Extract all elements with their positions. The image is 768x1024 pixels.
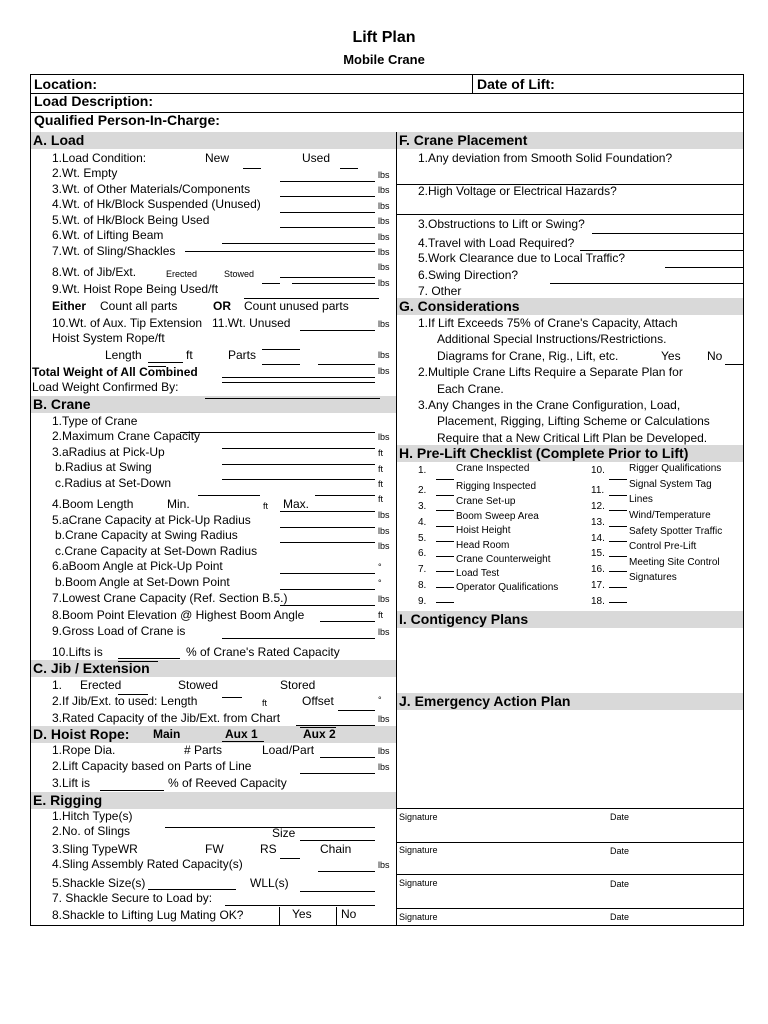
swing-direction-label: 6.Swing Direction? (418, 268, 519, 282)
checklist-blank[interactable] (436, 526, 454, 527)
checklist-item: Lines (629, 494, 653, 505)
sling-rs-option: RS (260, 842, 277, 856)
sling-capacity-field[interactable] (318, 871, 375, 872)
checklist-num: 12. (591, 501, 605, 512)
jib-stowed-option: Stowed (178, 678, 219, 692)
checklist-blank[interactable] (609, 510, 627, 511)
signature-label: Signature (399, 845, 438, 855)
checklist-blank[interactable] (609, 571, 627, 572)
checklist-num: 9. (418, 596, 427, 607)
high-voltage-label: 2.High Voltage or Electrical Hazards? (418, 184, 617, 198)
checklist-num: 18. (591, 596, 605, 607)
lbs-unit: lbs (378, 432, 390, 442)
checklist-blank[interactable] (436, 602, 454, 603)
shackle-lug-label: 8.Shackle to Lifting Lug Mating OK? (52, 908, 244, 922)
count-unused-label: Count unused parts (244, 299, 349, 313)
length-ft-label: ft (186, 348, 193, 362)
checklist-blank[interactable] (436, 571, 454, 572)
g3-line1: 3.Any Changes in the Crane Configuration, Load, (418, 398, 681, 412)
aux2-field[interactable] (300, 727, 336, 728)
jib-stored-option: Stored (280, 678, 316, 692)
radius-pickup-field[interactable] (222, 448, 375, 449)
capacity-setdown-field[interactable] (280, 542, 375, 543)
hitch-type-field[interactable] (165, 827, 375, 828)
wt-empty-label: 2.Wt. Empty (52, 166, 118, 180)
checklist-blank[interactable] (609, 556, 627, 557)
radius-setdown-field[interactable] (222, 479, 375, 480)
date-label: Date (610, 879, 630, 889)
degree-unit: ° (378, 562, 382, 572)
g1-no-blank[interactable] (725, 364, 743, 365)
wt-sling-label: 7.Wt. of Sling/Shackles (52, 244, 176, 258)
shackle-yes-option[interactable]: Yes (292, 907, 312, 921)
gross-load-field[interactable] (222, 638, 375, 639)
load-part-field[interactable] (320, 757, 375, 758)
checklist-item: Signal System Tag (629, 479, 712, 490)
lifts-is-label: 10.Lifts is (52, 645, 103, 659)
g2-line2: Each Crane. (437, 382, 504, 396)
shackle-size-label: 5.Shackle Size(s) (52, 876, 146, 890)
aux1-label: Aux 1 (225, 727, 258, 741)
section-j-title: J. Emergency Action Plan (399, 693, 571, 709)
ft-unit: ft (378, 494, 384, 504)
max-capacity-label: 2.Maximum Crane Capacity (52, 429, 201, 443)
section-i-header (397, 611, 743, 628)
degree-unit: ° (378, 695, 382, 705)
divider (336, 907, 337, 925)
wt-hoist-rope-label: 9.Wt. Hoist Rope Being Used/ft (52, 282, 219, 296)
checklist-num: 16. (591, 564, 605, 575)
checklist-num: 17. (591, 580, 605, 591)
wt-lifting-beam-field[interactable] (222, 243, 375, 244)
checklist-num: 13. (591, 517, 605, 528)
type-of-crane-label: 1.Type of Crane (52, 414, 138, 428)
no-slings-label: 2.No. of Slings (52, 824, 131, 838)
load-part-label: Load/Part (262, 743, 315, 757)
boom-elevation-field[interactable] (320, 621, 375, 622)
gross-load-label: 9.Gross Load of Crane is (52, 624, 186, 638)
used-blank[interactable] (340, 168, 358, 169)
divider (397, 842, 743, 843)
hoist-rope-blank-a[interactable] (262, 283, 280, 284)
checklist-num: 2. (418, 485, 427, 496)
checklist-num: 3. (418, 501, 427, 512)
boom-angle-setdown-label: b.Boom Angle at Set-Down Point (55, 575, 230, 589)
checklist-blank[interactable] (436, 587, 454, 588)
section-f-title: F. Crane Placement (399, 132, 528, 148)
rated-capacity-label: % of Crane's Rated Capacity (186, 645, 340, 659)
emergency-plan-area[interactable] (398, 711, 742, 807)
parts-label: Parts (228, 348, 257, 362)
wt-lifting-beam-label: 6.Wt. of Lifting Beam (52, 228, 164, 242)
checklist-num: 6. (418, 548, 427, 559)
g1-line1: 1.If Lift Exceeds 75% of Crane's Capacity, Attach (418, 316, 678, 330)
boom-angle-pickup-label: 6.aBoom Angle at Pick-Up Point (52, 559, 223, 573)
shackle-no-option[interactable]: No (341, 907, 357, 921)
checklist-num: 10. (591, 465, 605, 476)
checklist-item: Wind/Temperature (629, 510, 711, 521)
lift-capacity-field[interactable] (300, 773, 375, 774)
lbs-unit: lbs (378, 714, 390, 724)
wt-unused-label: 11.Wt. Unused (212, 316, 291, 330)
checklist-blank[interactable] (436, 510, 454, 511)
obstructions-label: 3.Obstructions to Lift or Swing? (418, 217, 585, 231)
jib-item1-label: 1. (52, 678, 63, 692)
signature-label: Signature (399, 878, 438, 888)
capacity-pickup-field[interactable] (280, 511, 375, 512)
checklist-num: 15. (591, 548, 605, 559)
section-h-title: H. Pre-Lift Checklist (Complete Prior to Lift) (399, 445, 689, 461)
signature-field-2[interactable] (398, 856, 742, 874)
section-e-title: E. Rigging (33, 792, 103, 808)
total-blank[interactable] (148, 366, 166, 367)
divider (279, 907, 280, 925)
divider (472, 75, 473, 94)
lbs-unit: lbs (378, 201, 390, 211)
section-d-title: D. Hoist Rope: (33, 726, 130, 742)
date-label: Date (610, 812, 630, 822)
checklist-item: Signatures (629, 572, 677, 583)
other-label: 7. Other (418, 284, 462, 298)
max-capacity-field[interactable] (180, 432, 375, 433)
lifts-percent-field[interactable] (118, 658, 180, 659)
lbs-unit: lbs (378, 627, 390, 637)
wt-aux-tip-label: 10.Wt. of Aux. Tip Extension (52, 316, 203, 330)
section-c-header (31, 660, 396, 677)
jib-erected-option: Erected (80, 678, 122, 692)
divider (397, 874, 743, 875)
load-condition-label: 1.Load Condition: (52, 151, 147, 165)
checklist-item: Boom Sweep Area (456, 511, 539, 522)
lbs-unit: lbs (378, 247, 390, 257)
checklist-num: 14. (591, 533, 605, 544)
jib-rated-capacity-label: 3.Rated Capacity of the Jib/Ext. from Chart (52, 711, 281, 725)
wt-hkblock-used-label: 5.Wt. of Hk/Block Being Used (52, 213, 210, 227)
offset-field[interactable] (338, 710, 375, 711)
parts-count-label: # Parts (184, 743, 223, 757)
checklist-item: Crane Set-up (456, 496, 516, 507)
date-label: Date (610, 846, 630, 856)
checklist-num: 4. (418, 517, 427, 528)
lbs-unit: lbs (378, 510, 390, 520)
ft-unit: ft (378, 610, 384, 620)
wt-hkblock-unused-label: 4.Wt. of Hk/Block Suspended (Unused) (52, 197, 261, 211)
wt-empty-field[interactable] (280, 181, 375, 182)
section-a-title: A. Load (33, 132, 85, 148)
signature-label: Signature (399, 912, 438, 922)
checklist-item: Operator Qualifications (456, 582, 559, 593)
jib-stowed-label: Stowed (224, 269, 255, 279)
checklist-num: 7. (418, 564, 427, 575)
load-description-label: Load Description: (34, 93, 154, 109)
checklist-blank[interactable] (609, 602, 627, 603)
section-h-header (397, 445, 743, 462)
wt-jib-field[interactable] (280, 277, 375, 278)
lowest-capacity-label: 7.Lowest Crane Capacity (Ref. Section B.5.) (52, 591, 288, 605)
aux1-field[interactable] (222, 741, 264, 742)
capacity-pickup-label: 5.aCrane Capacity at Pick-Up Radius (52, 513, 251, 527)
section-f-header (397, 132, 743, 149)
capacity-setdown-label: c.Crane Capacity at Set-Down Radius (55, 544, 258, 558)
divider (397, 908, 743, 909)
ft-unit: ft (378, 479, 384, 489)
checklist-item: Meeting Site Control (629, 557, 720, 568)
checklist-item: Hoist Height (456, 525, 511, 536)
checklist-blank[interactable] (436, 495, 454, 496)
wll-field[interactable] (300, 891, 375, 892)
hoist-rope-blank-b[interactable] (292, 283, 375, 284)
checklist-item: Head Room (456, 540, 510, 551)
either-label: Either (52, 299, 87, 313)
checklist-blank[interactable] (609, 495, 627, 496)
wt-other-label: 3.Wt. of Other Materials/Components (52, 182, 251, 196)
checklist-blank[interactable] (436, 541, 454, 542)
date-of-lift-label: Date of Lift: (477, 76, 555, 92)
lift-is-label: 3.Lift is (52, 776, 91, 790)
crane-blank[interactable] (205, 398, 380, 399)
work-clearance-label: 5.Work Clearance due to Local Traffic? (418, 251, 625, 265)
lbs-unit: lbs (378, 319, 390, 329)
lift-percent-field[interactable] (100, 790, 164, 791)
aux2-label: Aux 2 (303, 727, 336, 741)
section-j-header (397, 693, 743, 710)
jib-length-label: 2.If Jib/Ext. to used: Length (52, 694, 198, 708)
checklist-blank[interactable] (609, 541, 627, 542)
g1-yes-option[interactable]: Yes (661, 349, 681, 363)
ft-unit: ft (378, 464, 384, 474)
wt-hkblock-unused-field[interactable] (280, 212, 375, 213)
lbs-unit: lbs (378, 541, 390, 551)
jib-length-blank[interactable] (118, 694, 148, 695)
lbs-unit: lbs (378, 170, 390, 180)
lbs-unit: lbs (378, 746, 390, 756)
hitch-type-label: 1.Hitch Type(s) (52, 809, 133, 823)
checklist-blank[interactable] (436, 479, 454, 480)
load-description-row (30, 93, 744, 113)
sling-chain-option: Chain (320, 842, 352, 856)
radius-pickup-label: 3.aRadius at Pick-Up (52, 445, 165, 459)
lowest-capacity-field[interactable] (280, 605, 375, 606)
section-a-header (31, 132, 396, 149)
sling-type-label: 3.Sling TypeWR (52, 842, 138, 856)
signature-label: Signature (399, 812, 438, 822)
hoist-system-rope-label: Hoist System Rope/ft (52, 331, 165, 345)
wll-label: WLL(s) (250, 876, 289, 890)
lbs-unit: lbs (378, 594, 390, 604)
section-i-title: I. Contigency Plans (399, 611, 529, 627)
shackle-size-field[interactable] (148, 889, 236, 890)
max-label: Max. (283, 497, 310, 511)
lbs-unit: lbs (378, 216, 390, 226)
confirmed-by-field[interactable] (222, 382, 375, 383)
travel-load-label: 4.Travel with Load Required? (418, 236, 575, 250)
sling-rated-capacity-label: 4.Sling Assembly Rated Capacity(s) (52, 857, 243, 871)
g1-line2: Additional Special Instructions/Restrictions. (437, 332, 667, 346)
jib-erected-label: Erected (166, 269, 198, 279)
section-b-title: B. Crane (33, 396, 91, 412)
sling-size-field[interactable] (300, 840, 375, 841)
checklist-item: Load Test (456, 568, 500, 579)
checklist-blank[interactable] (609, 479, 627, 480)
boom-min-field[interactable] (198, 495, 260, 496)
count-blank[interactable] (244, 298, 379, 299)
parts-field-b[interactable] (262, 364, 300, 365)
new-blank[interactable] (243, 168, 261, 169)
lift-capacity-label: 2.Lift Capacity based on Parts of Line (52, 759, 252, 773)
section-c-title: C. Jib / Extension (33, 660, 150, 676)
other-field[interactable] (550, 283, 743, 284)
checklist-blank[interactable] (609, 587, 627, 588)
checklist-blank[interactable] (609, 526, 627, 527)
wt-other-field[interactable] (280, 196, 375, 197)
wt-unused-field[interactable] (300, 330, 375, 331)
deviation-foundation-label: 1.Any deviation from Smooth Solid Foundation? (418, 151, 673, 165)
checklist-num: 5. (418, 533, 427, 544)
lbs-unit: lbs (378, 185, 390, 195)
ft-unit: ft (262, 698, 268, 708)
reeved-capacity-label: % of Reeved Capacity (168, 776, 287, 790)
min-label: Min. (167, 497, 190, 511)
checklist-item: Crane Inspected (456, 463, 530, 474)
section-d-header (31, 726, 396, 743)
shackle-secure-label: 7. Shackle Secure to Load by: (52, 891, 213, 905)
swing-direction-field[interactable] (665, 267, 743, 268)
lbs-unit: lbs (378, 350, 390, 360)
contingency-plans-area[interactable] (398, 629, 742, 691)
boom-max-field[interactable] (315, 495, 375, 496)
obstructions-field[interactable] (592, 233, 743, 234)
used-label: Used (302, 151, 331, 165)
length-field[interactable] (148, 362, 183, 363)
location-label: Location: (34, 76, 97, 92)
column-divider (396, 132, 397, 926)
lbs-unit: lbs (378, 762, 390, 772)
jib-blank[interactable] (118, 661, 158, 662)
length-label: Length (105, 348, 142, 362)
qpic-row (30, 112, 744, 133)
signature-field-1[interactable] (398, 822, 742, 842)
page-title: Lift Plan (352, 29, 416, 46)
checklist-num: 1. (418, 465, 427, 476)
lbs-unit: lbs (378, 232, 390, 242)
checklist-item: Rigger Qualifications (629, 463, 722, 474)
or-label: OR (213, 299, 231, 313)
radius-swing-label: b.Radius at Swing (55, 460, 152, 474)
count-all-label: Count all parts (100, 299, 178, 313)
radius-setdown-label: c.Radius at Set-Down (55, 476, 172, 490)
sling-fw-option: FW (205, 842, 224, 856)
new-label: New (205, 151, 230, 165)
parts-field[interactable] (262, 349, 300, 350)
g1-no-option[interactable]: No (707, 349, 723, 363)
section-g-header (397, 298, 743, 315)
location-row (30, 74, 744, 94)
lbs-unit: lbs (378, 526, 390, 536)
checklist-num: 11. (591, 485, 605, 496)
g3-line2: Placement, Rigging, Lifting Scheme or Calculations (437, 414, 710, 428)
wt-hkblock-used-field[interactable] (280, 227, 375, 228)
wt-sling-field[interactable] (185, 251, 375, 252)
sling-capacity-blank[interactable] (280, 858, 300, 859)
rope-dia-label: 1.Rope Dia. (52, 743, 116, 757)
checklist-item: Control Pre-Lift (629, 541, 697, 552)
capacity-swing-field[interactable] (280, 527, 375, 528)
page-subtitle: Mobile Crane (343, 52, 425, 67)
g3-line3: Require that a New Critical Lift Plan be Developed. (437, 431, 708, 445)
checklist-item: Rigging Inspected (456, 481, 537, 492)
high-voltage-field[interactable] (397, 214, 743, 215)
lbs-unit: lbs (378, 860, 390, 870)
section-e-header (31, 792, 396, 809)
section-g-title: G. Considerations (399, 298, 520, 314)
ft-unit: ft (378, 448, 384, 458)
boom-elevation-label: 8.Boom Point Elevation @ Highest Boom Angle (52, 608, 305, 622)
total-weight-field[interactable] (222, 377, 375, 378)
offset-label: Offset (302, 694, 334, 708)
lbs-unit: lbs (378, 366, 390, 376)
radius-swing-field[interactable] (222, 464, 375, 465)
wt-jib-label: 8.Wt. of Jib/Ext. (52, 265, 137, 279)
checklist-item: Safety Spotter Traffic (629, 526, 723, 537)
g1-line3: Diagrams for Crane, Rig., Lift, etc. (437, 349, 619, 363)
checklist-num: 8. (418, 580, 427, 591)
boom-length-label: 4.Boom Length (52, 497, 134, 511)
checklist-item: Crane Counterweight (456, 554, 551, 565)
total-weight-label: Total Weight of All Combined (32, 365, 198, 379)
shackle-secure-field[interactable] (225, 905, 375, 906)
qpic-label: Qualified Person-In-Charge: (34, 112, 220, 128)
boom-angle-setdown-field[interactable] (280, 589, 375, 590)
sling-size-label: Size (272, 826, 296, 840)
g2-line1: 2.Multiple Crane Lifts Require a Separate Plan for (418, 365, 683, 379)
main-label: Main (153, 727, 181, 741)
boom-angle-pickup-field[interactable] (280, 573, 375, 574)
degree-unit: ° (378, 578, 382, 588)
confirmed-by-label: Load Weight Confirmed By: (32, 380, 179, 394)
capacity-swing-label: b.Crane Capacity at Swing Radius (55, 528, 238, 542)
ft-unit: ft (263, 501, 269, 511)
parts-total-field[interactable] (318, 364, 375, 365)
divider (397, 808, 743, 809)
date-label: Date (610, 912, 630, 922)
checklist-blank[interactable] (436, 556, 454, 557)
jib-length-field[interactable] (222, 697, 242, 698)
lbs-unit: lbs (378, 278, 390, 288)
signature-field-3[interactable] (398, 889, 742, 907)
lbs-unit: lbs (378, 262, 390, 272)
